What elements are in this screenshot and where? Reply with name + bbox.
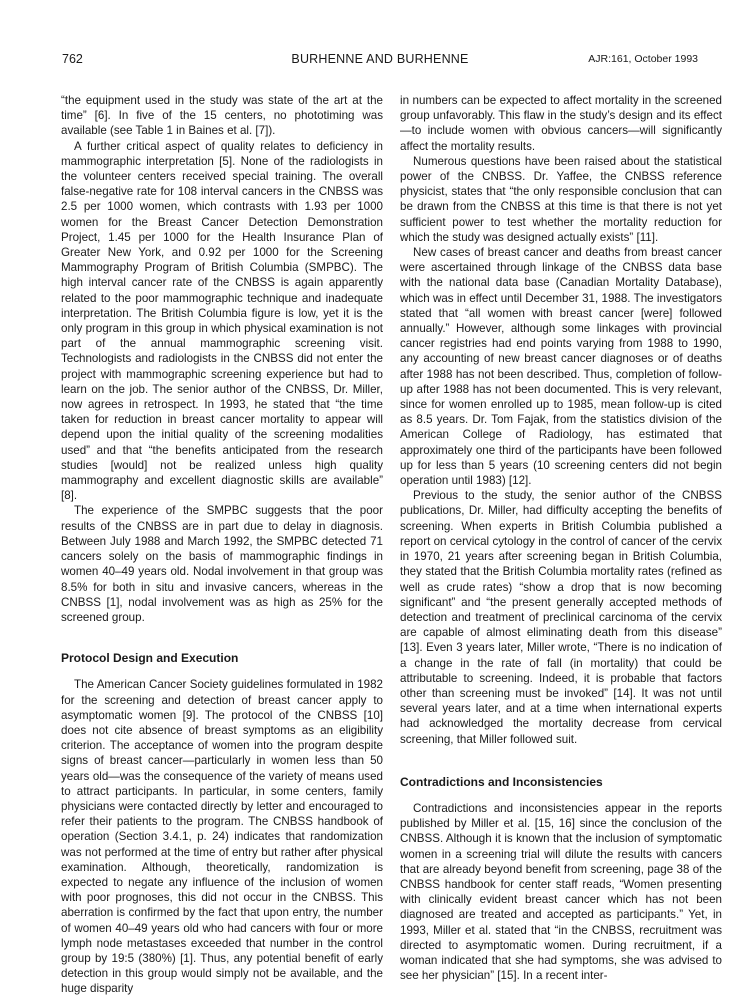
right-column — [400, 93, 722, 983]
running-header — [62, 52, 698, 68]
paragraph: A further critical aspect of quality relates to deficiency in mammographic interpretation [5]. None of the radiologists in the volunteer centers received special training. The overall false-negative rate for 108 interval cancers in the CNBSS was 2.5 per 1000 women, which contrasts with 1.93 per 1000 women for the Breast Cancer Detection Demonstration Project, 1.45 per 1000 for the Health Insurance Plan of Greater New York, and 0.92 per 1000 for the Screening Mammography Program of British Columbia (SMPBC). The high interval cancer rate of the CNBSS is again apparently related to the poor mammographic technique and inadequate interpretation. The British Columbia figure is low, yet it is the only program in this group in which physical examination is not part of the annual mammographic screening visit. Technologists and radiologists in the CNBSS did not enter the project with mammographic screening experience but had to learn on the job. The senior author of the CNBSS, Dr. Miller, now agrees in retrospect. In 1993, he stated that “the time taken for reduction in breast cancer mortality to appear will depend upon the initial quality of the screening modalities used” and that “the benefits anticipated from the research studies [would] not be realized unless high quality mammography and excellent diagnostic skills are available” [8]. — [61, 139, 383, 503]
paragraph: New cases of breast cancer and deaths from breast cancer were ascertained through linkage of the CNBSS data base with the national data base (Canadian Mortality Database), which was in effect until December 31, 1988. The investigators stated that “all women with breast cancer [were] followed annually.” However, although some linkages with provincial cancer registries had end points varying from 1988 to 1990, any accounting of new breast cancer diagnoses or of deaths after 1988 has not been described. Thus, completion of follow-up after 1988 has not been documented. This is very relevant, since for women enrolled up to 1985, mean follow-up is cited as 8.5 years. Dr. Tom Fajak, from the statistics division of the American College of Radiology, has estimated that approximately one third of the participants have been followed up for less than 5 years (10 screening centers did not begin operation until 1983) [12]. — [400, 246, 722, 488]
paragraph: “the equipment used in the study was state of the art at the time” [6]. In five of the 15 centers, no phototiming was available (see Table 1 in Baines et al. [7]). — [61, 94, 383, 138]
paragraph: Contradictions and inconsistencies appear in the reports published by Miller et al. [15, 16] since the conclusion of the CNBSS. Although it is known that the inclusion of symptomatic women in a screening trial will dilute the results with cancers that are already beyond benefit from screening, page 38 of the CNBSS handbook for center staff reads, “Women presenting with clinically evident breast cancer which has not been diagnosed are treated and accepted as participants.” Yet, in 1993, Miller et al. stated that “in the CNBSS, recruitment was directed to asymptomatic women. During recruitment, if a woman indicated that she had symptoms, she was advised to see her physician” [15]. In a recent inter- — [400, 801, 722, 983]
left-column — [61, 93, 383, 997]
paragraph: in numbers can be expected to affect mortality in the screened group unfavorably. This flaw in the study’s design and its effect—to include women with obvious cancers—will significantly affect the mortality results. — [400, 94, 722, 153]
paragraph: Numerous questions have been raised about the statistical power of the CNBSS. Dr. Yaffee, the CNBSS reference physicist, states that “the only responsible conclusion that can be drawn from the CNBSS at this time is that there is not yet sufficient power to test whether the mortality reduction for which the study was designed actually exists” [11]. — [400, 154, 722, 244]
paragraph: The experience of the SMPBC suggests that the poor results of the CNBSS are in part due to delay in diagnosis. Between July 1988 and March 1992, the SMPBC detected 71 cancers solely on the basis of mammographic findings in women 40–49 years old. Nodal involvement in that group was 8.5% for both in situ and invasive cancers, whereas in the CNBSS [1], nodal involvement was as high as 25% for the screened group. — [61, 504, 383, 624]
journal-citation: AJR:161, October 1993 — [588, 53, 698, 65]
section-heading: Protocol Design and Execution — [61, 651, 239, 666]
page-number: 762 — [62, 52, 83, 66]
paragraph: Previous to the study, the senior author of the CNBSS publications, Dr. Miller, had difficulty accepting the benefits of screening. When experts in British Columbia published a report on cervical cytology in the control of cancer of the cervix in 1970, 21 years after screening began in British Columbia, they stated that the British Columbia mortality rates (refined as well as crude rates) “show a drop that is now becoming significant” and “the present generally accepted methods of detection and treatment of preclinical carcinoma of the cervix are capable of almost eliminating death from this disease” [13]. Even 3 years later, Miller wrote, “There is no indication of a change in the rate of fall (in mortality) that could be attributable to screening. Indeed, it is probable that factors other than screening must be invoked” [14]. It was not until several years later, and at a time when international experts had acknowledged the mortality decrease from cervical screening, that Miller followed suit. — [400, 489, 722, 746]
paragraph: The American Cancer Society guidelines formulated in 1982 for the screening and detection of breast cancer apply to asymptomatic women [9]. The protocol of the CNBSS [10] does not cite absence of breast symptoms as an eligibility criterion. The acceptance of women into the program despite signs of breast cancer—particularly in women less than 50 years old—was the consequence of the variety of means used to attract participants. In particular, in some centers, family physicians were contacted directly by letter and encouraged to refer their patients to the program. The CNBSS handbook of operation (Section 3.4.1, p. 24) indicates that randomization was not performed at the time of entry but rather after physical examination. Although, theoretically, randomization is expected to negate any influence of the inclusion of women with poor prognoses, this did not occur in the CNBSS. This aberration is confirmed by the fact that upon entry, the number of women 40–49 years old who had cancers with four or more lymph node metastases exceeded that number in the control group by 19:5 (380%) [1]. Thus, any potential benefit of early detection in this group would simply not be available, and the huge disparity — [61, 678, 383, 996]
running-title: BURHENNE AND BURHENNE — [291, 52, 469, 66]
section-heading: Contradictions and Inconsistencies — [400, 774, 603, 789]
